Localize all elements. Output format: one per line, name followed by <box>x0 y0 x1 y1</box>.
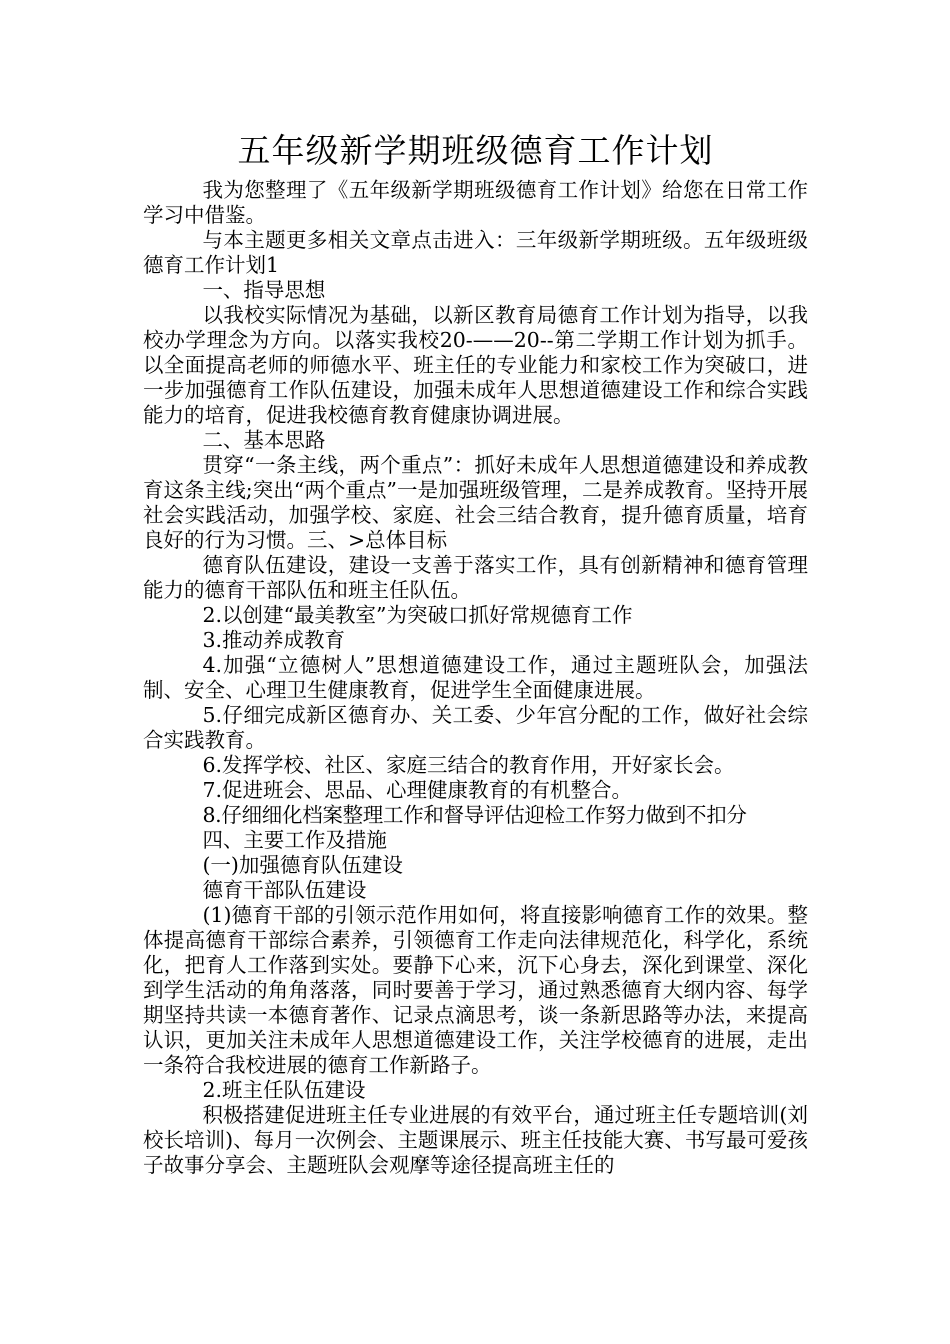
basic-approach-paragraph: 贯穿“一条主线，两个重点”：抓好未成年人思想道德建设和养成教育这条主线;突出“两个重点”一是加强班级管理，二是养成教育。坚持开展社会实践活动，加强学校、家庭、社会三结合教育，提升德育质量，培育良好的行为习惯。三、>总体目标 <box>143 453 808 552</box>
subsection-heading-head-teacher-team: 2.班主任队伍建设 <box>202 1078 366 1102</box>
related-link-paragraph: 与本主题更多相关文章点击进入：三年级新学期班级。五年级班级德育工作计划1 <box>143 228 808 277</box>
section-heading-guiding-ideology: 一、指导思想 <box>202 278 326 302</box>
document-title: 五年级新学期班级德育工作计划 <box>237 131 714 170</box>
document-body <box>143 128 808 1178</box>
goal-item-6: 6.发挥学校、社区、家庭三结合的教育作用，开好家长会。 <box>202 753 735 777</box>
guiding-ideology-paragraph: 以我校实际情况为基础，以新区教育局德育工作计划为指导，以我校办学理念为方向。以落实我校20-——20--第二学期工作计划为抓手。以全面提高老师的师德水平、班主任的专业能力和家校工作为突破口，进一步加强德育工作队伍建设，加强未成年人思想道德建设工作和综合实践能力的培育，促进我校德育教育健康协调进展。 <box>143 303 808 427</box>
intro-paragraph: 我为您整理了《五年级新学期班级德育工作计划》给您在日常工作学习中借鉴。 <box>143 178 808 227</box>
head-teacher-team-paragraph: 积极搭建促进班主任专业进展的有效平台，通过班主任专题培训(刘校长培训)、每月一次例会、主题课展示、班主任技能大赛、书写最可爱孩子故事分享会、主题班队会观摩等途径提高班主任的 <box>143 1103 808 1177</box>
goal-item-8: 8.仔细细化档案整理工作和督导评估迎检工作努力做到不扣分 <box>202 803 747 827</box>
cadre-team-paragraph: (1)德育干部的引领示范作用如何，将直接影响德育工作的效果。整体提高德育干部综合素养，引领德育工作走向法律规范化，科学化，系统化，把育人工作落到实处。要静下心来，沉下心身去，深化到课堂、深化到学生活动的角角落落，同时要善于学习，通过熟悉德育大纲内容、每学期坚持共读一本德育著作、记录点滴思考，谈一条新思路等办法，来提高认识，更加关注未成年人思想道德建设工作，关注学校德育的进展，走出一条符合我校进展的德育工作新路子。 <box>143 903 808 1077</box>
goal-item-3: 3.推动养成教育 <box>202 628 345 652</box>
section-heading-basic-approach: 二、基本思路 <box>202 428 326 452</box>
section-heading-main-work: 四、主要工作及措施 <box>202 828 387 852</box>
goal-item-2: 2.以创建“最美教室”为突破口抓好常规德育工作 <box>202 603 633 627</box>
goal-item-7: 7.促进班会、思品、心理健康教育的有机整合。 <box>202 778 632 802</box>
subsection-heading-cadre-team: 德育干部队伍建设 <box>202 878 367 902</box>
goal-item-5: 5.仔细完成新区德育办、关工委、少年宫分配的工作，做好社会综合实践教育。 <box>143 703 808 752</box>
goal-item-4: 4.加强“立德树人”思想道德建设工作，通过主题班队会，加强法制、安全、心理卫生健康教育，促进学生全面健康进展。 <box>143 653 808 702</box>
subsection-heading-team-building: (一)加强德育队伍建设 <box>202 853 403 877</box>
team-building-paragraph: 德育队伍建设，建设一支善于落实工作，具有创新精神和德育管理能力的德育干部队伍和班主任队伍。 <box>143 553 808 602</box>
